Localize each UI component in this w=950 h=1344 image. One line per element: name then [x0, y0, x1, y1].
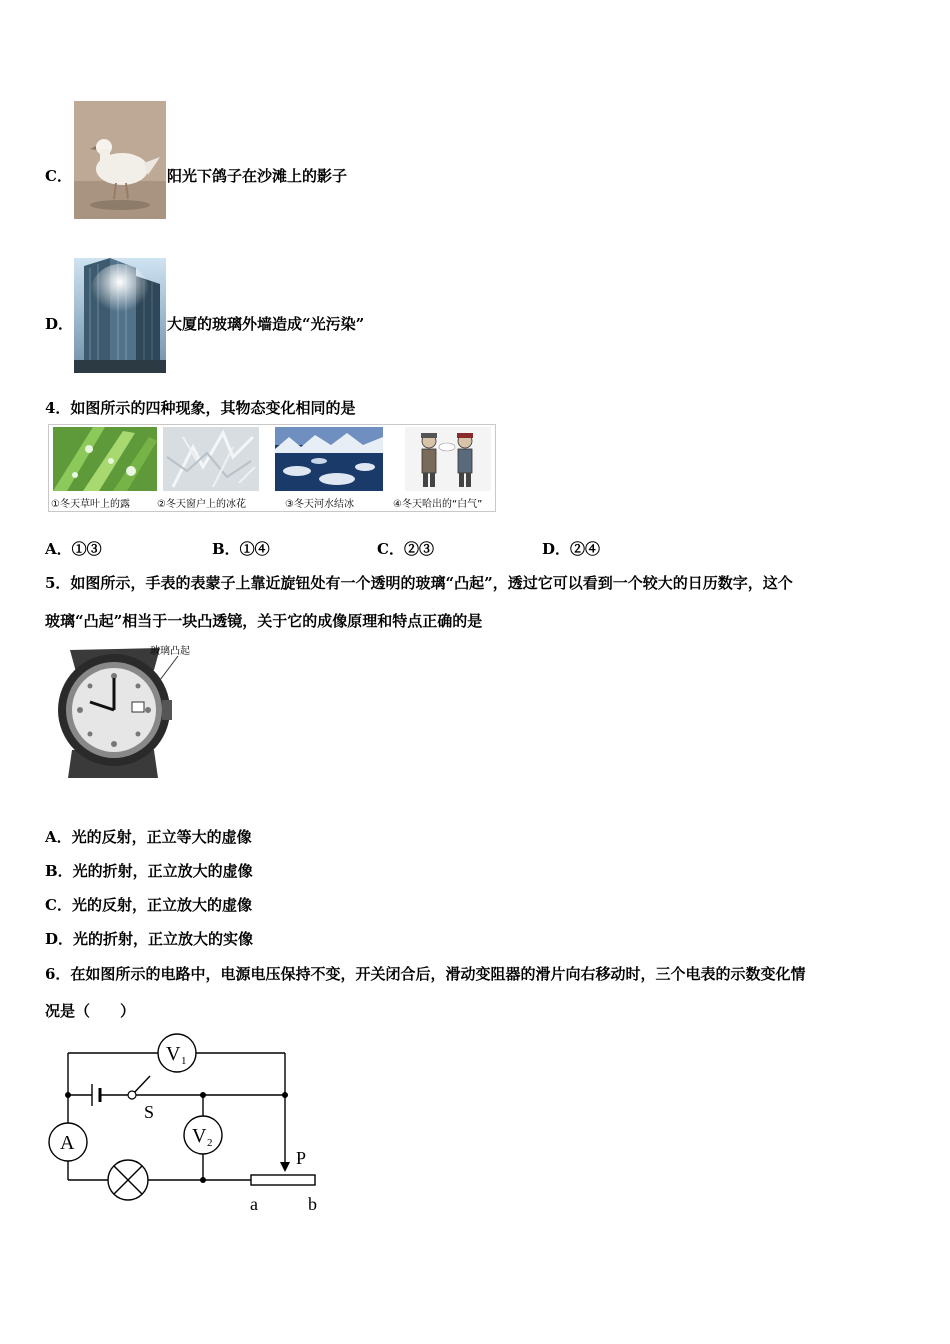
v1-label: V	[166, 1043, 181, 1065]
caption-3: ③冬天河水结冰	[285, 499, 354, 510]
q5-stem-line1: 5．如图所示，手表的表蒙子上靠近旋钮处有一个透明的玻璃“凸起”，透过它可以看到一个较大的日历数字，这个	[45, 574, 793, 592]
v1-sub: 1	[181, 1055, 187, 1067]
caption-1: ①冬天草叶上的露	[51, 499, 130, 510]
q4-option-c: C．②③	[377, 540, 434, 558]
watch-figure	[50, 640, 210, 780]
ammeter-label: A	[60, 1132, 75, 1154]
breath-white-vapor-photo	[405, 427, 491, 491]
river-ice-photo	[275, 427, 383, 491]
watch-label: 玻璃凸起	[150, 646, 190, 657]
pigeon-photo	[74, 101, 166, 219]
v2-label: V	[192, 1125, 207, 1147]
v2-sub: 2	[207, 1137, 213, 1149]
window-frost-photo	[163, 427, 259, 491]
option-c-text: 阳光下鸽子在沙滩上的影子	[167, 167, 348, 185]
option-d-text: 大厦的玻璃外墙造成“光污染”	[167, 315, 365, 333]
end-a-label: a	[250, 1194, 258, 1214]
circuit-diagram	[40, 1030, 340, 1220]
option-d-letter: D．	[45, 315, 74, 333]
q5-option-b: B．光的折射，正立放大的虚像	[45, 862, 253, 880]
switch-label: S	[144, 1102, 155, 1122]
q4-option-a: A．①③	[45, 540, 102, 558]
caption-4: ④冬天哈出的“白气”	[393, 499, 483, 510]
q5-stem-line2: 玻璃“凸起”相当于一块凸透镜，关于它的成像原理和特点正确的是	[45, 612, 483, 630]
option-c-letter: C．	[45, 167, 72, 185]
q6-stem-line1: 6．在如图所示的电路中，电源电压保持不变，开关闭合后，滑动变阻器的滑片向右移动时，三个电表的示数变化情	[45, 965, 806, 983]
caption-2: ②冬天窗户上的冰花	[157, 499, 246, 510]
dew-on-grass-photo	[53, 427, 157, 491]
q4-figure	[48, 424, 496, 512]
q4-option-b: B．①④	[212, 540, 270, 558]
glass-building-photo	[74, 258, 166, 373]
q5-option-d: D．光的折射，正立放大的实像	[45, 930, 254, 948]
slider-label: P	[296, 1148, 307, 1168]
q6-stem-line2: 况是（ ）	[45, 1002, 136, 1020]
end-b-label: b	[308, 1194, 317, 1214]
q4-option-d: D．②④	[542, 540, 601, 558]
q4-stem: 4．如图所示的四种现象，其物态变化相同的是	[45, 399, 356, 417]
q5-option-c: C．光的反射，正立放大的虚像	[45, 896, 252, 914]
q5-option-a: A．光的反射，正立等大的虚像	[45, 828, 252, 846]
